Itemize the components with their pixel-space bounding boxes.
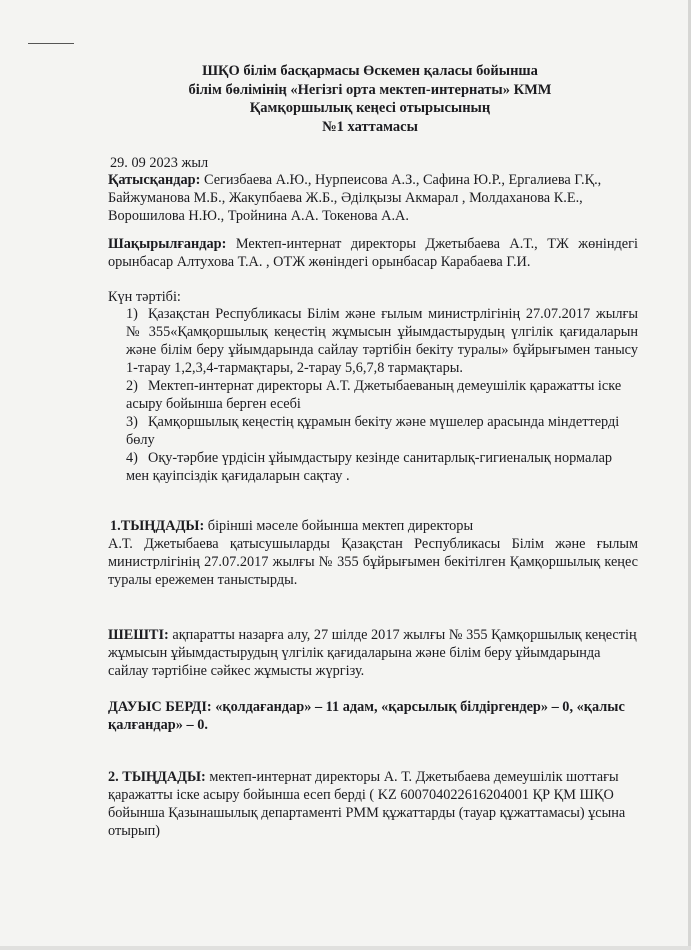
attendees-label: Қатысқандар: xyxy=(108,172,201,188)
agenda-item xyxy=(108,449,638,485)
invited-paragraph xyxy=(108,235,638,271)
attendees-text: Сегизбаева А.Ю., Нурпеисова А.З., Сафина Ю.Р., Ергалиева Г.Қ., Байжуманова М.Б., Жакупбаева Ж.Б., Әділқызы Акмарал , Молдаханова К.Е., Ворошилова Н.Ю., Тройнина А.А. Токенова А.А. xyxy=(108,172,602,224)
agenda-item xyxy=(108,413,638,449)
agenda-item-number: 2) xyxy=(126,378,138,394)
agenda-item-text: Қазақстан Республикасы Білім және ғылым министрлігінің 27.07.2017 жылғы № 355«Қамқоршылық кеңестің жұмысын ұйымдастырудың үлгілік қағидаларын және білім беру ұйымдарында сайлау тәртібін бекіту туралы» бұйрығымен танысу 1-тарау 1,2,3,4-тармақтары, 2-тарау 5,6,7,8 тармақтары. xyxy=(126,306,638,376)
decided-label: ШЕШТІ: xyxy=(108,627,169,643)
agenda-item-text: Мектеп-интернат директоры А.Т. Джетыбаеваның демеушілік қаражатты іске асыру бойынша берген есебі xyxy=(126,378,622,412)
title-line: №1 хаттамасы xyxy=(322,118,418,135)
meeting-date: 29. 09 2023 жыл xyxy=(110,155,209,171)
agenda-item-text: Оқу-тәрбие үрдісін ұйымдастыру кезінде санитарлық-гигиеналық нормалар мен қауіпсіздік қағидаларын сақтау . xyxy=(126,450,613,484)
agenda-item-text: Қамқоршылық кеңестің құрамын бекіту және мүшелер арасында міндеттерді бөлу xyxy=(126,414,620,448)
heard-1-lead xyxy=(108,517,638,535)
heard-2-text: мектеп-интернат директоры А. Т. Джетыбаева демеушілік шоттағы қаражатты іске асыру бойынша есеп берді ( KZ 600704022616204001 ҚР ҚМ ШҚО бойынша Қазынашылық департаменті РММ құжаттарды (тауар құжаттамасы) ұсына отырып) xyxy=(108,769,626,839)
attendees-paragraph xyxy=(108,171,638,225)
heard-1-label: 1.ТЫҢДАДЫ: xyxy=(110,518,205,534)
agenda-list xyxy=(108,305,638,485)
document-title xyxy=(100,62,640,136)
title-line: ШҚО білім басқармасы Өскемен қаласы бойынша xyxy=(202,63,538,79)
title-line: Қамқоршылық кеңесі отырысының xyxy=(249,100,491,116)
heard-1-lead-text: бірінші мәселе бойынша мектеп директоры xyxy=(204,518,474,534)
agenda-item-number: 3) xyxy=(126,414,138,430)
invited-text: Мектеп-интернат директоры Джетыбаева А.Т., ТЖ жөніндегі орынбасар Алтухова Т.А. , ОТЖ жөніндегі орынбасар Карабаева Г.И. xyxy=(108,236,638,270)
heard-2-label: 2. ТЫҢДАДЫ: xyxy=(108,769,206,785)
vote-result: ДАУЫС БЕРДІ: «қолдағандар» – 11 адам, «қарсылық білдіргендер» – 0, «қалыс қалғандар» – 0. xyxy=(108,699,625,733)
decided-text: ақпаратты назарға алу, 27 шілде 2017 жылғы № 355 Қамқоршылық кеңестің жұмысын ұйымдастырудың үлгілік қағидаларына және білім беру ұйымдарында сайлау тәртібіне сәйкес жұмысты жүргізу. xyxy=(108,627,637,679)
agenda-label: Күн тәртібі: xyxy=(108,289,181,305)
title-line: білім бөлімінің «Негізгі орта мектеп-интернаты» КММ xyxy=(188,81,552,98)
agenda-item-number: 1) xyxy=(126,306,138,322)
heard-1-text: А.Т. Джетыбаева қатысушыларды Қазақстан Республикасы Білім және ғылым министрлігінің 27.07.2017 жылғы № 355 бұйрығымен бекітілген Қамқоршылық кеңес туралы ережемен таныстырды. xyxy=(108,536,638,588)
agenda-item xyxy=(108,305,638,377)
invited-label: Шақырылғандар: xyxy=(108,236,227,252)
scan-mark xyxy=(28,43,74,44)
page-edge-bottom xyxy=(0,946,691,950)
heard-section-1 xyxy=(108,517,638,589)
decided-section xyxy=(108,626,638,680)
agenda-item xyxy=(108,377,638,413)
heard-section-2 xyxy=(108,768,638,840)
agenda-item-number: 4) xyxy=(126,450,138,466)
